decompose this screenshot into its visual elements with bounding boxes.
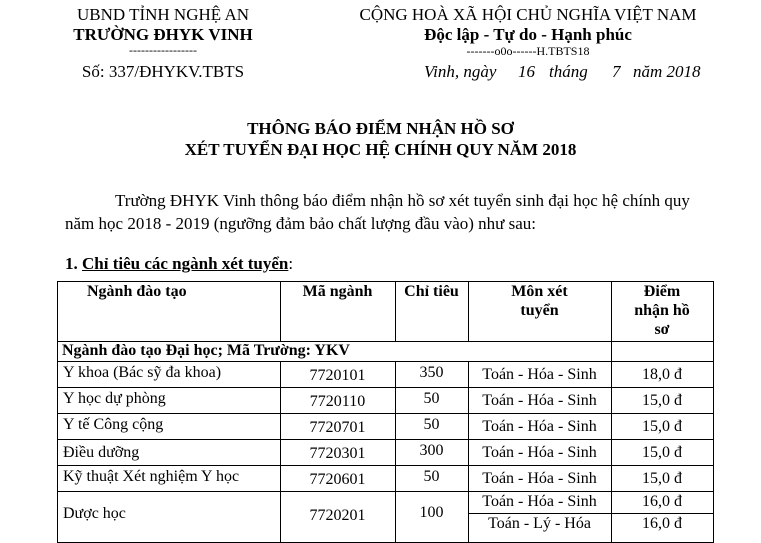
- notice-title-line2: XÉT TUYỂN ĐẠI HỌC HỆ CHÍNH QUY NĂM 2018: [184, 140, 577, 159]
- row-score: 15,0 đ: [642, 444, 682, 461]
- row-major: Y tế Công cộng: [63, 416, 164, 433]
- date-month-label: tháng: [549, 62, 588, 81]
- quota-table: [57, 281, 714, 543]
- section-title: Chỉ tiêu các ngành xét tuyển: [82, 254, 289, 273]
- row-subjects-b: Toán - Lý - Hóa: [488, 515, 591, 532]
- row-score: 15,0 đ: [642, 470, 682, 487]
- row-code: 7720301: [309, 445, 366, 462]
- row-major: Dược học: [63, 505, 126, 522]
- intro-line1: Trường ĐHYK Vinh thông báo điểm nhận hồ sơ xét tuyển sinh đại học hệ chính quy: [115, 191, 690, 210]
- table-border-right: [713, 281, 714, 543]
- row-quota: 50: [423, 390, 440, 407]
- header-score-3: sơ: [654, 321, 670, 338]
- table-rule: [57, 413, 714, 414]
- school-name: TRƯỜNG ĐHYK VINH: [73, 25, 253, 44]
- row-code: 7720701: [309, 419, 366, 436]
- row-code: 7720101: [309, 367, 366, 384]
- row-code: 7720601: [309, 471, 366, 488]
- section-colon: :: [288, 254, 294, 273]
- row-quota: 350: [419, 364, 444, 381]
- table-rule: [57, 439, 714, 440]
- row-subjects: Toán - Hóa - Sinh: [482, 392, 597, 409]
- header-major: Ngành đào tạo: [87, 283, 187, 300]
- row-code: 7720201: [309, 507, 366, 524]
- table-rule-split: [468, 513, 714, 514]
- row-subjects: Toán - Hóa - Sinh: [482, 444, 597, 461]
- right-divider: -------o0o------H.TBTS18: [466, 44, 590, 58]
- table-rule: [57, 465, 714, 466]
- date-year: năm 2018: [633, 62, 701, 81]
- table-rule: [57, 387, 714, 388]
- section-heading: [65, 254, 293, 274]
- row-quota: 300: [419, 442, 444, 459]
- row-score-a: 16,0 đ: [642, 493, 682, 510]
- row-major: Kỹ thuật Xét nghiệm Y học: [63, 468, 240, 485]
- notice-title-line1: THÔNG BÁO ĐIỂM NHẬN HỒ SƠ: [247, 119, 514, 138]
- row-quota: 50: [423, 416, 440, 433]
- row-score-b: 16,0 đ: [642, 515, 682, 532]
- table-rule: [57, 491, 714, 492]
- header-score-2: nhận hồ: [634, 302, 690, 319]
- row-score: 18,0 đ: [642, 366, 682, 383]
- row-code: 7720110: [309, 393, 366, 410]
- date-month: 7: [612, 62, 621, 81]
- table-border-top: [57, 281, 714, 282]
- header-subjects-1: Môn xét: [511, 283, 568, 300]
- authority-name: UBND TỈNH NGHỆ AN: [76, 5, 250, 24]
- row-quota: 100: [419, 504, 444, 521]
- row-score: 15,0 đ: [642, 418, 682, 435]
- table-border-left: [57, 281, 58, 543]
- date-place: Vinh, ngày: [424, 62, 497, 81]
- intro-line2: năm học 2018 - 2019 (ngưỡng đảm bảo chất lượng đầu vào) như sau:: [65, 214, 536, 233]
- table-rule: [57, 361, 714, 362]
- header-code: Mã ngành: [302, 283, 373, 300]
- row-subjects: Toán - Hóa - Sinh: [482, 366, 597, 383]
- group-label: Ngành đào tạo Đại học; Mã Trường: YKV: [62, 342, 350, 359]
- country-name: CỘNG HOÀ XÃ HỘI CHỦ NGHĨA VIỆT NAM: [359, 5, 697, 24]
- national-motto: Độc lập - Tự do - Hạnh phúc: [424, 25, 632, 44]
- row-major: Điều dưỡng: [63, 444, 140, 461]
- row-subjects-a: Toán - Hóa - Sinh: [482, 493, 597, 510]
- header-score-1: Điểm: [643, 283, 681, 300]
- header-subjects-2: tuyển: [520, 302, 559, 319]
- row-quota: 50: [423, 468, 440, 485]
- row-score: 15,0 đ: [642, 392, 682, 409]
- left-divider: -----------------: [129, 43, 197, 57]
- row-major: Y khoa (Bác sỹ đa khoa): [63, 364, 222, 381]
- document-number: Số: 337/ĐHYKV.TBTS: [81, 62, 245, 81]
- row-major: Y học dự phòng: [63, 390, 166, 407]
- section-number: 1.: [65, 254, 78, 273]
- header-quota: Chỉ tiêu: [404, 283, 459, 300]
- date-day: 16: [518, 62, 535, 81]
- row-subjects: Toán - Hóa - Sinh: [482, 470, 597, 487]
- row-subjects: Toán - Hóa - Sinh: [482, 418, 597, 435]
